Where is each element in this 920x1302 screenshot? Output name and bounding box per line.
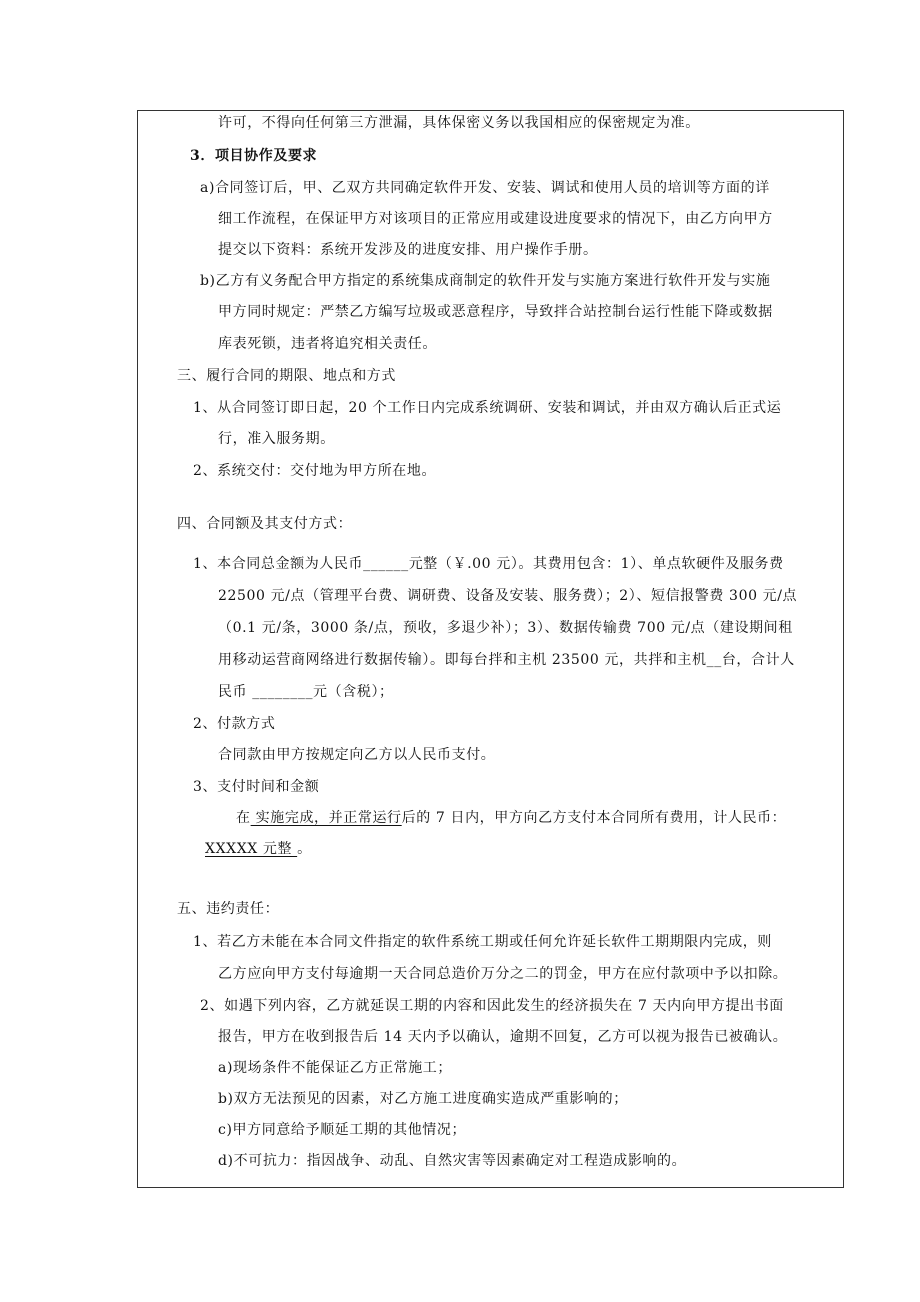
liability-sub-d: d)不可抗力：指因战争、动乱、自然灾害等因素确定对工程造成影响的。 (218, 1153, 687, 1169)
term-item-1-line-2: 行，准入服务期。 (218, 431, 335, 447)
section-heading-payment: 四、合同额及其支付方式： (177, 516, 353, 532)
liability-sub-c: c)甲方同意给予顺延工期的其他情况； (218, 1122, 467, 1138)
payment-amount-underlined: XXXXX 元整 (205, 841, 298, 857)
payment-item-1-line-5: 民币 ________元（含税）； (218, 684, 394, 700)
clause-a-line-3: 提交以下资料：系统开发涉及的进度安排、用户操作手册。 (218, 242, 598, 258)
payment-item-1-line-1: 1、本合同总金额为人民币______元整（￥.00 元）。其费用包含：1）、单点软硬件及服务费 (193, 556, 784, 572)
payment-item-3-heading: 3、支付时间和金额 (193, 779, 320, 795)
payment-item-3-line-1 (236, 808, 786, 828)
payment-item-1-line-2: 22500 元/点（管理平台费、调研费、设备及安装、服务费）；2）、短信报警费 300 元/点 (218, 588, 798, 604)
liability-sub-a: a)现场条件不能保证乙方正常施工； (218, 1060, 453, 1076)
payment-time-suffix: 后的 7 日内，甲方向乙方支付本合同所有费用，计人民币： (401, 810, 787, 826)
clause-a-line-1: a)合同签订后，甲、乙双方共同确定软件开发、安装、调试和使用人员的培训等方面的详 (200, 180, 770, 196)
section-heading-liability: 五、违约责任： (177, 901, 280, 917)
payment-item-1-line-4: 用移动运营商网络进行数据传输）。即每台拌和主机 23500 元，共拌和主机__台，合计人 (218, 652, 795, 668)
liability-sub-b: b)双方无法预见的因素，对乙方施工进度确实造成严重影响的； (218, 1091, 628, 1107)
clause-b-line-3: 库表死锁，违者将追究相关责任。 (218, 336, 437, 352)
clause-b-line-2: 甲方同时规定：严禁乙方编写垃圾或恶意程序，导致拌合站控制台运行性能下降或数据 (218, 304, 773, 320)
payment-time-prefix: 在 (236, 810, 251, 826)
payment-condition-underlined: 实施完成，并正常运行 (250, 810, 402, 826)
liability-item-1-line-2: 乙方应向甲方支付每逾期一天合同总造价万分之二的罚金，甲方在应付款项中予以扣除。 (218, 966, 788, 982)
payment-item-1-line-3: （0.1 元/条，3000 条/点，预收，多退少补）；3）、数据传输费 700 元/点（建设期间租 (218, 620, 793, 636)
liability-item-2-line-1: 2、如遇下列内容，乙方就延误工期的内容和因此发生的经济损失在 7 天内向甲方提出书面 (200, 998, 784, 1014)
term-item-2: 2、系统交付：交付地为甲方所在地。 (193, 463, 437, 479)
payment-amount-end: 。 (297, 841, 312, 857)
liability-item-1-line-1: 1、若乙方未能在本合同文件指定的软件系统工期或任何允许延长软件工期期限内完成，则 (193, 934, 772, 950)
payment-item-2-text: 合同款由甲方按规定向乙方以人民币支付。 (218, 747, 496, 763)
payment-item-2-heading: 2、付款方式 (193, 716, 276, 732)
confidentiality-text: 许可，不得向任何第三方泄漏，具体保密义务以我国相应的保密规定为准。 (218, 115, 700, 131)
clause-b-line-1: b)乙方有义务配合甲方指定的系统集成商制定的软件开发与实施方案进行软件开发与实施 (200, 273, 771, 289)
clause-a-line-2: 细工作流程，在保证甲方对该项目的正常应用或建设进度要求的情况下，由乙方向甲方 (218, 211, 773, 227)
section-heading-cooperation: 3．项目协作及要求 (190, 148, 318, 164)
section-heading-term: 三、履行合同的期限、地点和方式 (177, 368, 396, 384)
term-item-1-line-1: 1、从合同签订即日起，20 个工作日内完成系统调研、安装和调试，并由双方确认后正式运 (193, 400, 782, 416)
liability-item-2-line-2: 报告，甲方在收到报告后 14 天内予以确认，逾期不回复，乙方可以视为报告已被确认。 (218, 1029, 788, 1045)
payment-item-3-line-2 (205, 839, 312, 859)
